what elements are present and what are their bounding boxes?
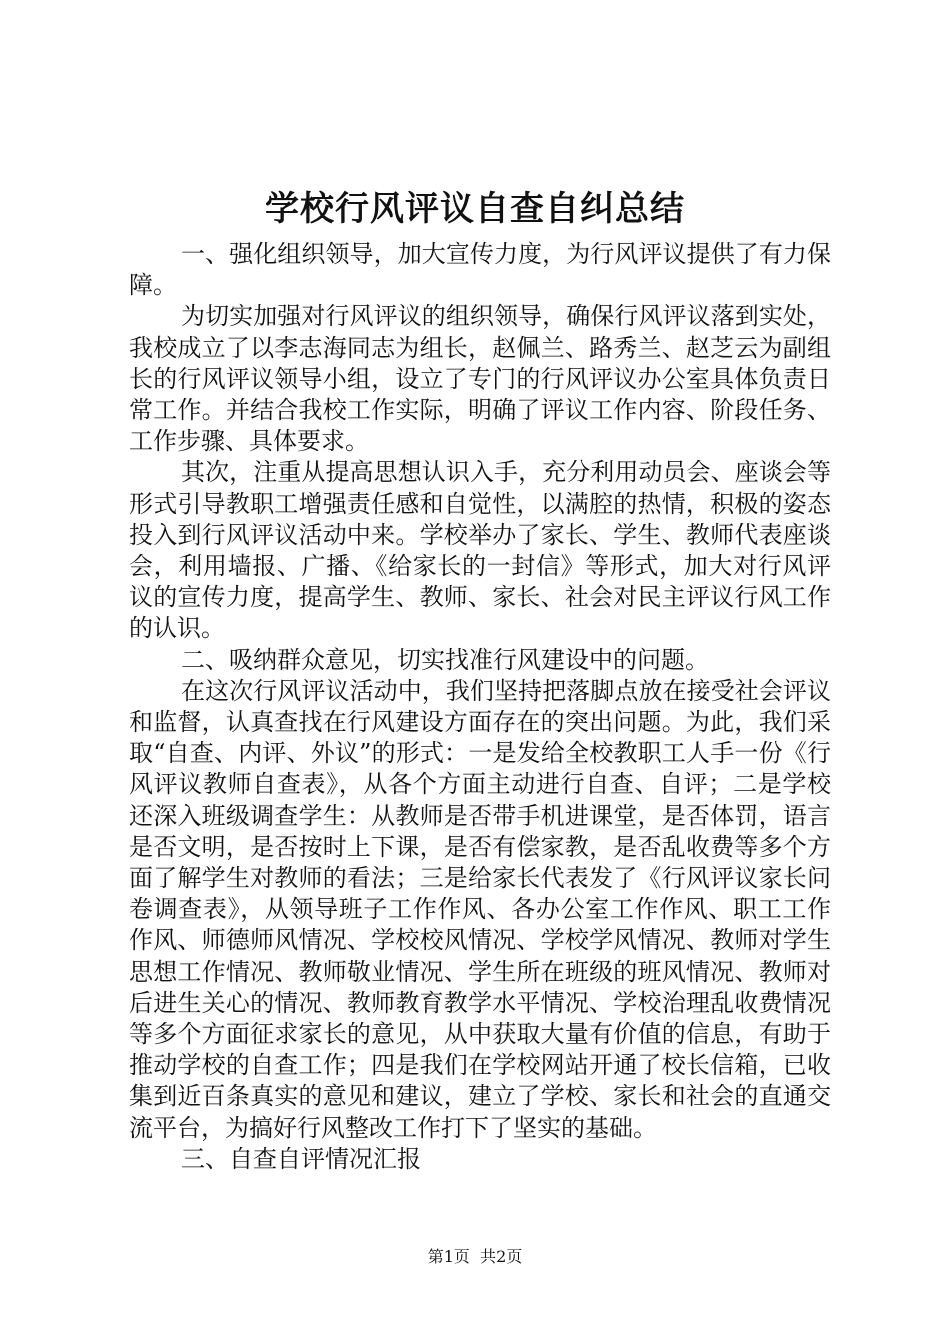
paragraph-section-1-heading: 一、强化组织领导，加大宣传力度，为行风评议提供了有力保障。 [129, 240, 831, 300]
page-number: 第1页 共2页 [427, 1247, 523, 1266]
paragraph: 为切实加强对行风评议的组织领导，确保行风评议落到实处，我校成立了以李志海同志为组长，赵佩兰、路秀兰、赵芝云为副组长的行风评议领导小组，设立了专门的行风评议办公室具体负责日常工作。并结合我校工作实际，明确了评议工作内容、阶段任务、工作步骤、具体要求。 [129, 302, 831, 456]
document-title: 学校行风评议自查自纠总结 [265, 189, 685, 229]
document-body [129, 239, 831, 1175]
paragraph-section-2-heading: 二、吸纳群众意见，切实找准行风建设中的问题。 [181, 645, 709, 674]
page-footer [0, 1246, 950, 1268]
paragraph: 其次，注重从提高思想认识入手，充分利用动员会、座谈会等形式引导教职工增强责任感和自觉性，以满腔的热情，积极的姿态投入到行风评议活动中来。学校举办了家长、学生、教师代表座谈会，利用墙报、广播、《给家长的一封信》等形式，加大对行风评议的宣传力度，提高学生、教师、家长、社会对民主评议行风工作的认识。 [129, 458, 831, 643]
paragraph: 在这次行风评议活动中，我们坚持把落脚点放在接受社会评议和监督，认真查找在行风建设方面存在的突出问题。为此，我们采取“自查、内评、外议”的形式：一是发给全校教职工人手一份《行风评议教师自查表》，从各个方面主动进行自查、自评；二是学校还深入班级调查学生：从教师是否带手机进课堂，是否体罚，语言是否文明，是否按时上下课，是否有偿家教，是否乱收费等多个方面了解学生对教师的看法；三是给家长代表发了《行风评议家长问卷调查表》，从领导班子工作作风、各办公室工作作风、职工工作作风、师德师风情况、学校校风情况、学校学风情况、教师对学生思想工作情况、教师敬业情况、学生所在班级的班风情况、教师对后进生关心的情况、教师教育教学水平情况、学校治理乱收费情况等多个方面征求家长的意见，从中获取大量有价值的信息，有助于推动学校的自查工作；四是我们在学校网站开通了校长信箱，已收集到近百条真实的意见和建议，建立了学校、家长和社会的直通交流平台，为搞好行风整改工作打下了坚实的基础。 [129, 676, 831, 1142]
paragraph-section-3-heading: 三、自查自评情况汇报 [181, 1144, 421, 1173]
